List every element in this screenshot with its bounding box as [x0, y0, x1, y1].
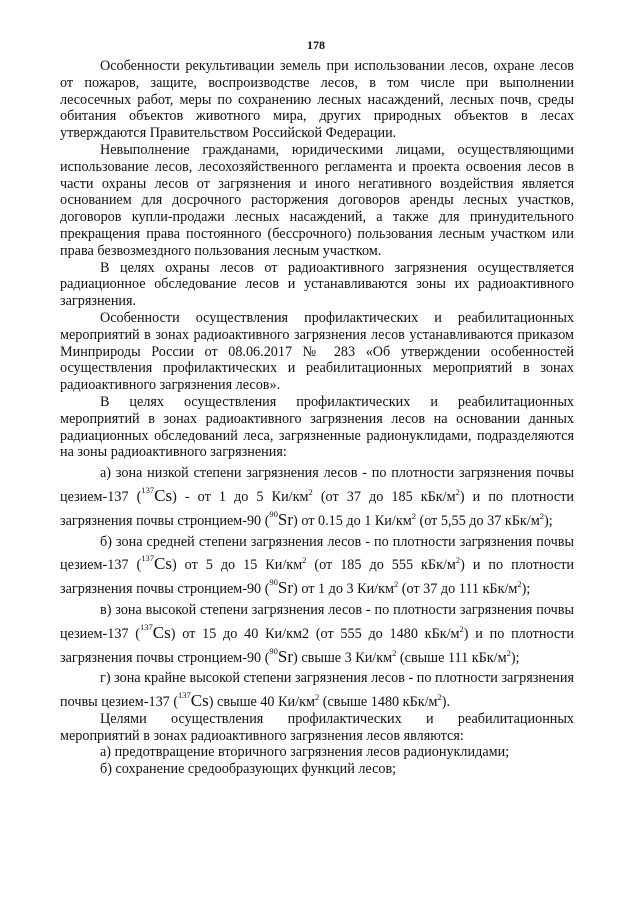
strontium-90-symbol: $^{90}$Sr: [269, 577, 294, 598]
strontium-90-symbol: $^{90}$Sr: [269, 645, 294, 666]
zone-very-high: г) зона крайне высокой степени загрязнения лесов - по плотности загрязнения почвы цезием-137 ($^{137}$Cs) свыше 40 $Ки/км^2$ (свыше 1480 кБк/$м^2$).: [60, 670, 574, 711]
paragraph-zones-intro: В целях осуществления профилактических и реабилитационных мероприятий в зонах радиоактивного загрязнения лесов на основании данных радиационных обследований леса, загрязненные радионуклидами, подразделяются на зоны радиоактивного загрязнения:: [60, 393, 574, 461]
paragraph-radiation-survey: В целях охраны лесов от радиоактивного загрязнения осуществляется радиационное обследование лесов и устанавливаются зоны их радиоактивного загрязнения.: [60, 259, 574, 310]
goal-item-a: а) предотвращение вторичного загрязнения лесов радионуклидами;: [100, 744, 510, 761]
paragraph-goals: Целями осуществления профилактических и реабилитационных мероприятий в зонах радиоактивного загрязнения лесов являются:: [60, 710, 574, 744]
cesium-137-symbol: $^{137}$Cs: [141, 553, 172, 574]
cesium-137-symbol: $^{137}$Cs: [178, 690, 209, 711]
zone-low: а) зона низкой степени загрязнения лесов - по плотности загрязнения почвы цезием-137 ($^{137}$Cs) - от 1 до 5 $Ки/км^2$ (от 37 до 185 кБк/$м^2$) и по плотности загрязнения почвы стронцием-90 ($^{90}$Sr) от 0.15 до 1 $Ки/км^2$ (от 5,55 до 37 кБк/$м^2$);: [60, 465, 575, 529]
cesium-137-symbol: $^{137}$Cs: [141, 484, 173, 505]
paragraph-violations: Невыполнение гражданами, юридическими лицами, осуществляющими использование лесов, лесохозяйственного регламента и проекта освоения лесов в части охраны лесов от загрязнения и иного негативного воздействия является основанием для досрочного расторжения договоров аренды лесных участков, договоров купли-продажи лесных насаждений, а также для принудительного прекращения права постоянного (бессрочного) пользования лесным участком или права безвозмездного пользования лесным участком.: [60, 141, 574, 259]
zone-medium: б) зона средней степени загрязнения лесов - по плотности загрязнения почвы цезием-137 ($^{137}$Cs) от 5 до 15 $Ки/км^2$ (от 185 до 555 кБк/$м^2$) и по плотности загрязнения почвы стронцием-90 ($^{90}$Sr) от 1 до 3 $Ки/км^2$ (от 37 до 111 кБк/$м^2$);: [60, 533, 574, 598]
page-number: 178: [307, 38, 325, 52]
paragraph-reclamation: Особенности рекультивации земель при использовании лесов, охране лесов от пожаров, защите, воспроизводстве лесов, в том числе при выполнении лесосечных работ, меры по сохранению лесных насаждений, лесных почв, среды обитания объектов животного мира, других природных объектов в лесах утверждаются Правительством Российской Федерации.: [60, 58, 574, 142]
cesium-137-symbol: $^{137}$Cs: [140, 621, 171, 642]
document-body: [60, 58, 574, 778]
strontium-90-symbol: $^{90}$Sr: [269, 508, 294, 529]
paragraph-order-reference: Особенности осуществления профилактических и реабилитационных мероприятий в зонах радиоактивного загрязнения лесов устанавливаются приказом Минприроды России от 08.06.2017 № 283 «Об утверждении особенностей осуществления профилактических и реабилитационных мероприятий в зонах радиоактивного загрязнения лесов».: [60, 309, 574, 394]
zone-high: в) зона высокой степени загрязнения лесов - по плотности загрязнения почвы цезием-137 ($^{137}$Cs) от 15 до 40 Ки/км2 (от 555 до 1480 кБк/$м^2$) и по плотности загрязнения почвы стронцием-90 ($^{90}$Sr) свыше 3 $Ки/км^2$ (свыше 111 кБк/$м^2$);: [60, 601, 574, 666]
goal-item-b: б) сохранение средообразующих функций лесов;: [100, 761, 397, 778]
